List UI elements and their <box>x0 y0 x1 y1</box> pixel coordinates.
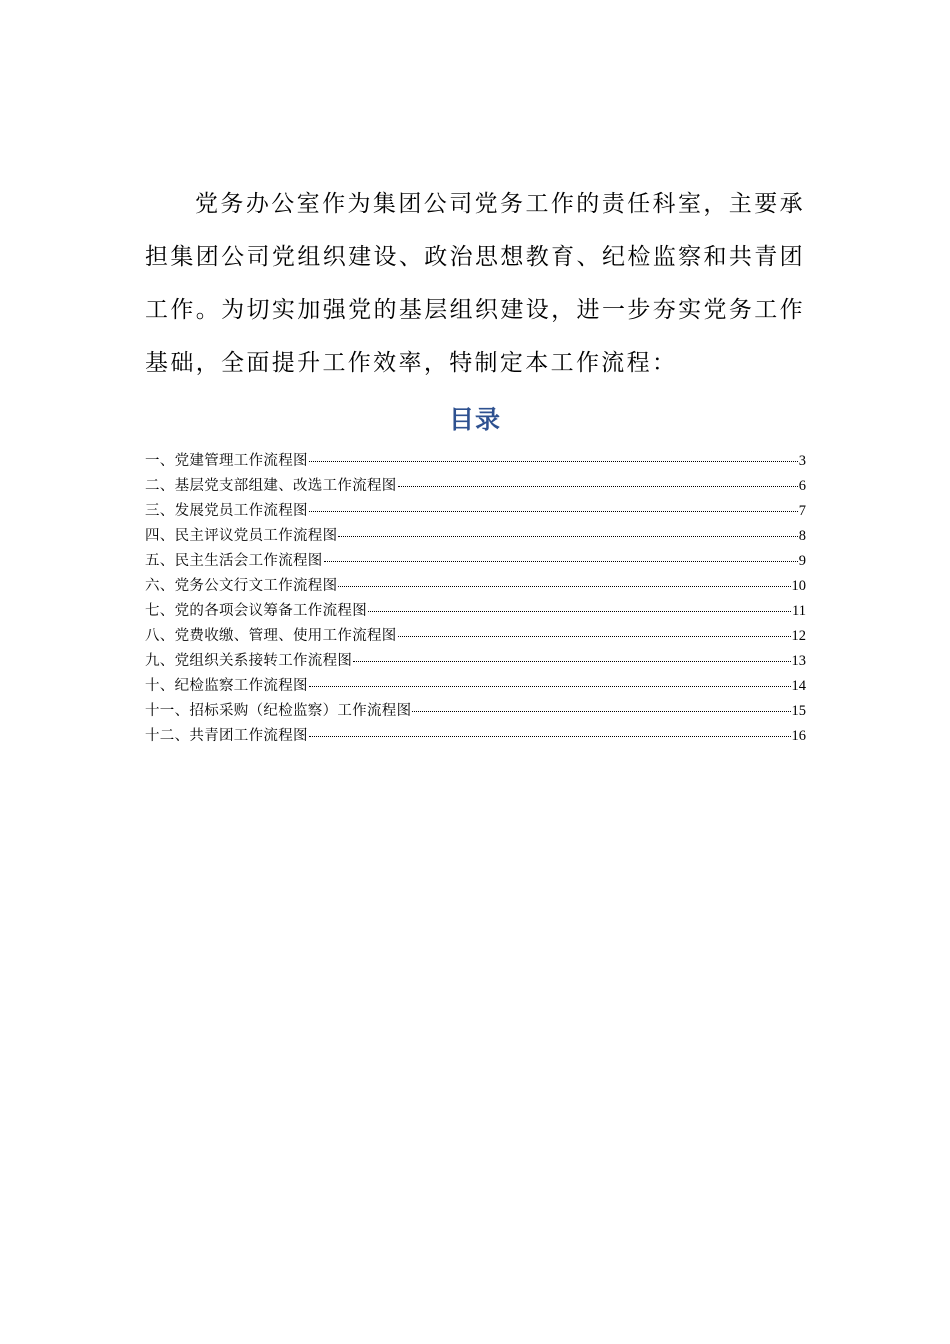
toc-entry[interactable] <box>145 449 806 474</box>
toc-entry-page: 10 <box>791 578 806 594</box>
toc-entry-label: 四、民主评议党员工作流程图 <box>145 528 338 544</box>
toc-dot-leader <box>309 685 791 687</box>
toc-entry-label: 八、党费收缴、管理、使用工作流程图 <box>145 628 397 644</box>
toc-dot-leader <box>412 710 790 712</box>
toc-entry-label: 十二、共青团工作流程图 <box>145 728 308 744</box>
toc-entry-page: 7 <box>798 503 806 519</box>
toc-entry-page: 16 <box>791 728 806 744</box>
toc-entry[interactable] <box>145 499 806 524</box>
toc-title: 目录 <box>448 405 501 434</box>
toc-entry[interactable] <box>145 724 806 749</box>
toc-dot-leader <box>309 510 798 512</box>
toc-entry[interactable] <box>145 524 806 549</box>
toc-entry-label: 三、发展党员工作流程图 <box>145 503 308 519</box>
toc-entry-label: 九、党组织关系接转工作流程图 <box>145 653 353 669</box>
toc-entry-label: 二、基层党支部组建、改选工作流程图 <box>145 478 397 494</box>
toc-entry-label: 六、党务公文行文工作流程图 <box>145 578 338 594</box>
toc-entry-page: 3 <box>798 453 806 469</box>
table-of-contents <box>145 449 806 749</box>
toc-entry-label: 十、纪检监察工作流程图 <box>145 678 308 694</box>
toc-entry[interactable] <box>145 699 806 724</box>
toc-dot-leader <box>398 635 791 637</box>
toc-entry[interactable] <box>145 574 806 599</box>
toc-entry[interactable] <box>145 624 806 649</box>
toc-entry[interactable] <box>145 549 806 574</box>
toc-entry-page: 13 <box>791 653 806 669</box>
toc-dot-leader <box>324 560 798 562</box>
toc-entry-label: 五、民主生活会工作流程图 <box>145 553 323 569</box>
toc-dot-leader <box>398 485 798 487</box>
toc-entry[interactable] <box>145 649 806 674</box>
toc-entry-page: 14 <box>791 678 806 694</box>
toc-entry-label: 七、党的各项会议筹备工作流程图 <box>145 603 367 619</box>
toc-dot-leader <box>338 535 797 537</box>
toc-dot-leader <box>309 735 791 737</box>
toc-entry-page: 9 <box>798 553 806 569</box>
toc-entry[interactable] <box>145 474 806 499</box>
toc-entry-page: 6 <box>798 478 806 494</box>
toc-dot-leader <box>309 460 798 462</box>
toc-dot-leader <box>353 660 790 662</box>
toc-entry[interactable] <box>145 599 806 624</box>
toc-entry-page: 11 <box>792 603 806 619</box>
toc-entry-label: 十一、招标采购（纪检监察）工作流程图 <box>145 703 412 719</box>
intro-paragraph: 党务办公室作为集团公司党务工作的责任科室，主要承担集团公司党组织建设、政治思想教育、纪检监察和共青团工作。为切实加强党的基层组织建设，进一步夯实党务工作基础，全面提升工作效率，特制定本工作流程： <box>145 191 805 376</box>
toc-dot-leader <box>338 585 790 587</box>
toc-entry-page: 8 <box>798 528 806 544</box>
toc-entry-label: 一、党建管理工作流程图 <box>145 453 308 469</box>
toc-entry-page: 12 <box>791 628 806 644</box>
toc-entry[interactable] <box>145 674 806 699</box>
toc-entry-page: 15 <box>791 703 806 719</box>
toc-dot-leader <box>368 610 791 612</box>
